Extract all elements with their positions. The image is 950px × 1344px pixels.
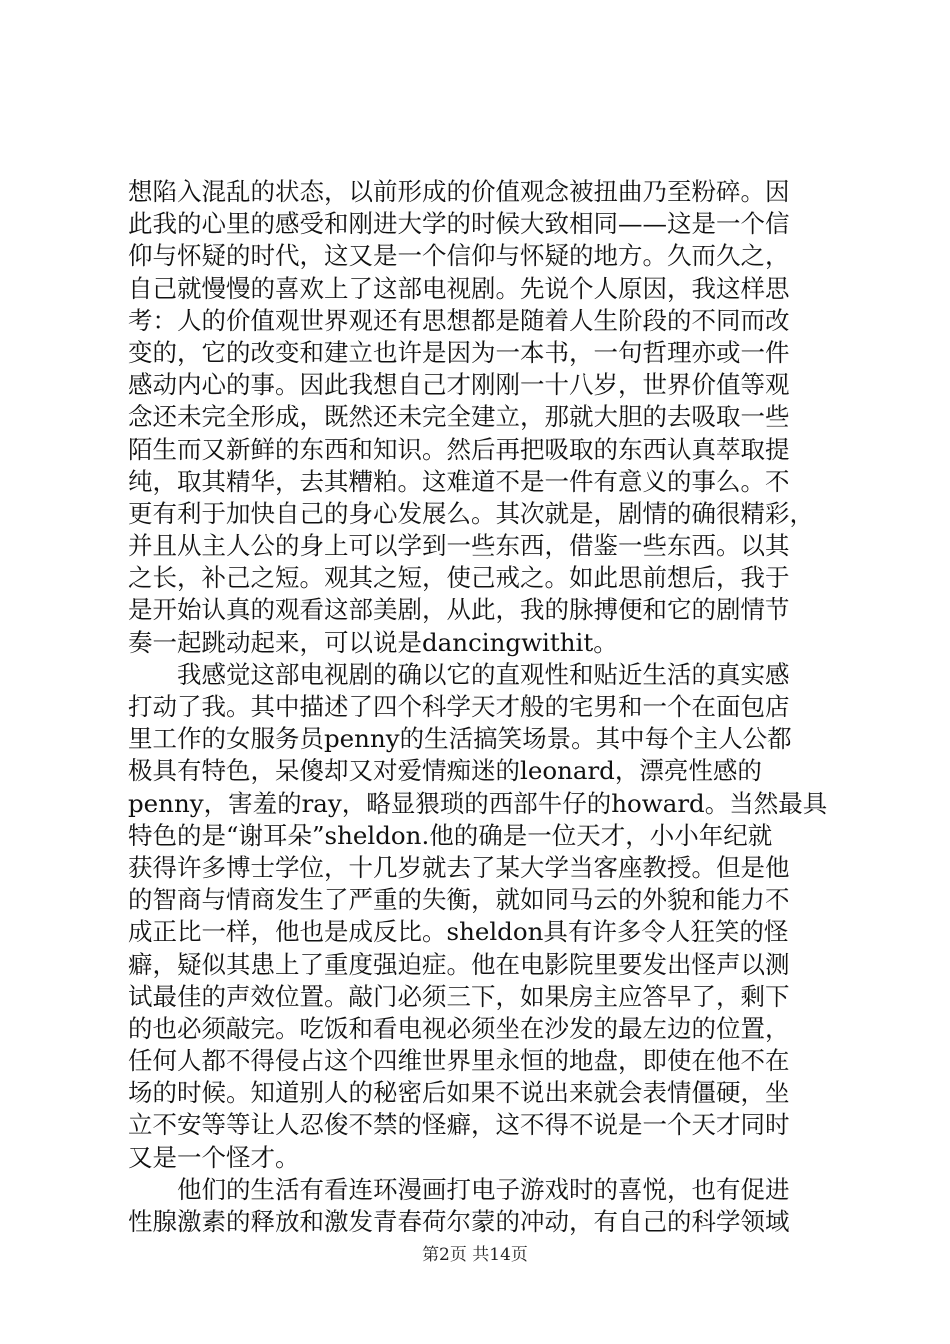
text-line: 纯，取其精华，去其糟粕。这难道不是一件有意义的事么。不 (128, 466, 790, 496)
text-line: 场的时候。知道别人的秘密后如果不说出来就会表情僵硬，坐 (128, 1078, 790, 1108)
text-line: 念还未完全形成，既然还未完全建立，那就大胆的去吸取一些 (128, 402, 790, 432)
text-line: 是开始认真的观看这部美剧，从此，我的脉搏便和它的剧情节 (128, 595, 790, 625)
text-line: 又是一个怪才。 (128, 1142, 300, 1172)
text-line: 考：人的价值观世界观还有思想都是随着人生阶段的不同而改 (128, 305, 790, 335)
text-line: 仰与怀疑的时代，这又是一个信仰与怀疑的地方。久而久之， (128, 241, 790, 271)
text-line: 成正比一样，他也是成反比。sheldon具有许多令人狂笑的怪 (128, 917, 789, 947)
text-line: 之长，补己之短。观其之短，使己戒之。如此思前想后，我于 (128, 563, 790, 593)
text-line: 更有利于加快自己的身心发展么。其次就是，剧情的确很精彩， (128, 498, 814, 528)
text-line: 立不安等等让人忍俊不禁的怪癖，这不得不说是一个天才同时 (128, 1110, 790, 1140)
text-line: 特色的是“谢耳朵”sheldon.他的确是一位天才，小小年纪就 (128, 820, 773, 850)
text-line: 打动了我。其中描述了四个科学天才般的宅男和一个在面包店 (128, 692, 790, 721)
text-line: 并且从主人公的身上可以学到一些东西，借鉴一些东西。以其 (128, 531, 790, 561)
text-line: 里工作的女服务员penny的生活搞笑场景。其中每个主人公都 (128, 724, 792, 754)
text-line: 癖，疑似其患上了重度强迫症。他在电影院里要发出怪声以测 (128, 949, 790, 979)
text-line: 想陷入混乱的状态，以前形成的价值观念被扭曲乃至粉碎。因 (128, 177, 790, 206)
text-line: 极具有特色，呆傻却又对爱情痴迷的leonard，漂亮性感的 (128, 756, 762, 786)
text-line: 陌生而又新鲜的东西和知识。然后再把吸取的东西认真萃取提 (128, 434, 790, 464)
text-line: 变的，它的改变和建立也许是因为一本书，一句哲理亦或一件 (128, 337, 790, 367)
text-line: 性腺激素的释放和激发青春荷尔蒙的冲动，有自己的科学领域 (128, 1207, 790, 1236)
text-line: 的也必须敲完。吃饭和看电视必须坐在沙发的最左边的位置， (128, 1013, 790, 1043)
text-line: penny，害羞的ray，略显猥琐的西部牛仔的howard。当然最具 (128, 788, 828, 818)
text-line: 试最佳的声效位置。敲门必须三下，如果房主应答早了，剩下 (128, 981, 790, 1011)
text-line: 此我的心里的感受和刚进大学的时候大致相同——这是一个信 (128, 209, 790, 239)
body-text (128, 176, 828, 1238)
text-line: 我感觉这部电视剧的确以它的直观性和贴近生活的真实感 (177, 659, 790, 689)
text-line: 获得许多博士学位，十几岁就去了某大学当客座教授。但是他 (128, 852, 790, 882)
page-footer: 第2页 共14页 (422, 1245, 528, 1265)
text-line: 的智商与情商发生了严重的失衡，就如同马云的外貌和能力不 (128, 885, 790, 915)
text-line: 他们的生活有看连环漫画打电子游戏时的喜悦，也有促进 (177, 1174, 790, 1204)
text-line: 奏一起跳动起来，可以说是dancingwithit。 (128, 627, 618, 657)
text-line: 任何人都不得侵占这个四维世界里永恒的地盘，即使在他不在 (128, 1046, 790, 1076)
text-line: 感动内心的事。因此我想自己才刚刚一十八岁，世界价值等观 (128, 370, 790, 400)
text-line: 自己就慢慢的喜欢上了这部电视剧。先说个人原因，我这样思 (128, 273, 790, 303)
